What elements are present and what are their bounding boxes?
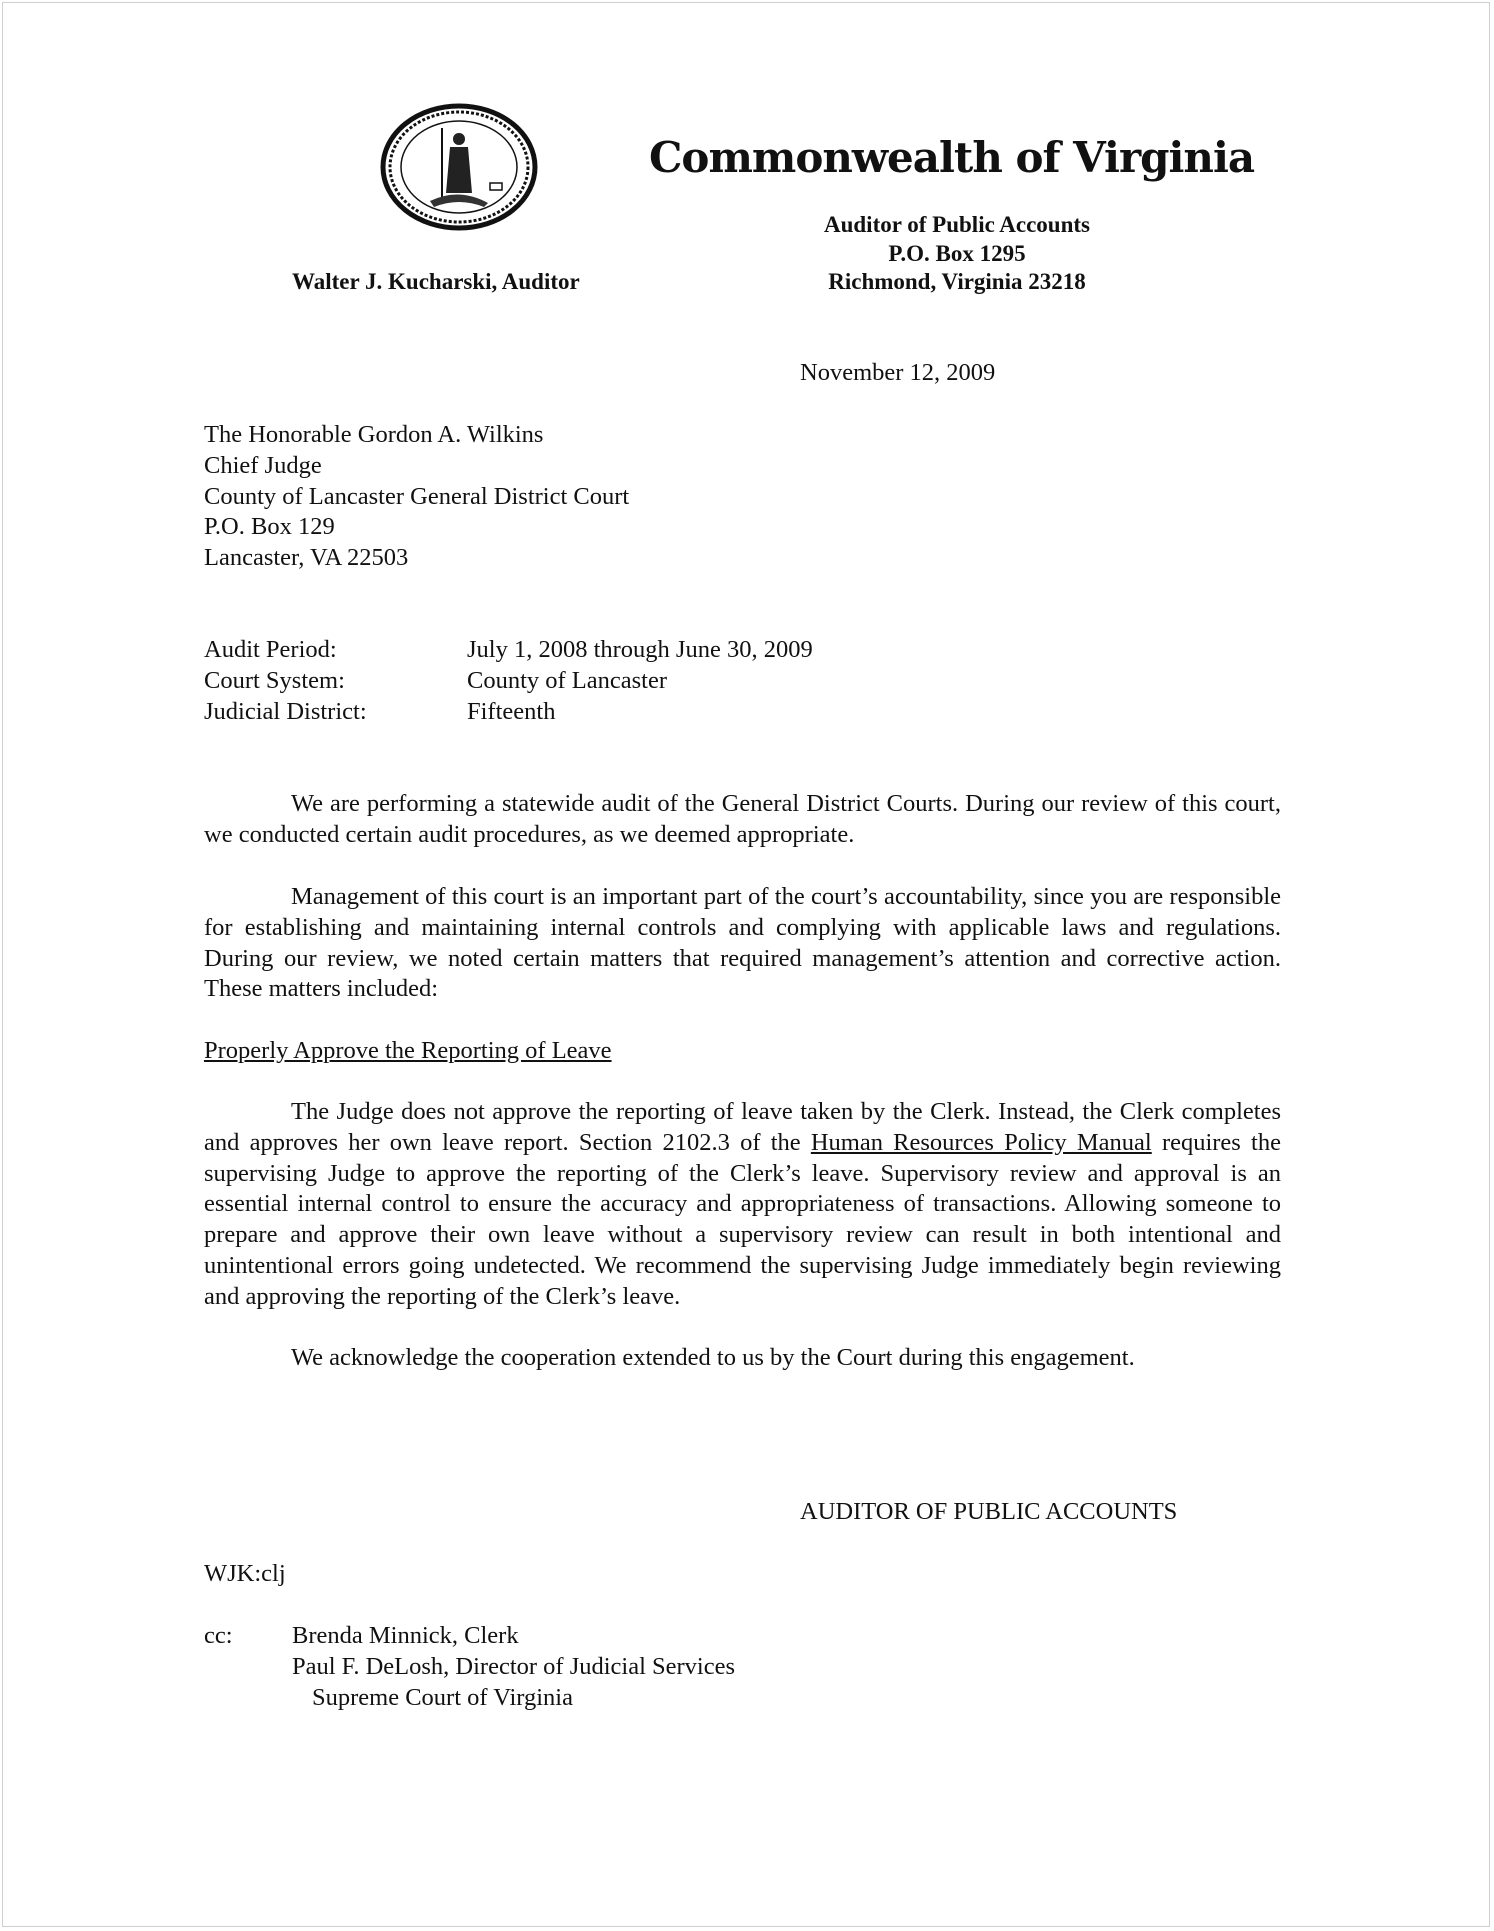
section-heading-text: Properly Approve the Reporting of Leave (204, 1037, 612, 1064)
audit-info-label: Court System: (204, 666, 345, 694)
cc-recipient: Supreme Court of Virginia (312, 1683, 573, 1711)
office-name: Auditor of Public Accounts (823, 212, 1091, 237)
letter-date: November 12, 2009 (800, 359, 996, 386)
paragraph-finding (204, 1097, 1281, 1313)
signature-block: AUDITOR OF PUBLIC ACCOUNTS (800, 1498, 1178, 1525)
initials: WJK:clj (204, 1560, 286, 1587)
cc-list (292, 1621, 735, 1713)
office-po-box: P.O. Box 1295 (888, 240, 1026, 266)
recipient-line: Lancaster, VA 22503 (204, 544, 409, 572)
audit-info-label: Judicial District: (204, 697, 367, 725)
auditor-name: Walter J. Kucharski, Auditor (292, 269, 580, 294)
recipient-line: Chief Judge (204, 451, 322, 479)
cc-recipient: Brenda Minnick, Clerk (292, 1622, 519, 1649)
audit-info-value: Fifteenth (467, 697, 556, 725)
recipient-line: County of Lancaster General District Court (204, 482, 630, 510)
paragraph-acknowledgement: We acknowledge the cooperation extended to us by the Court during this engagement. (291, 1344, 1135, 1371)
audit-info (204, 635, 813, 727)
recipient-line: The Honorable Gordon A. Wilkins (204, 421, 544, 448)
audit-info-value: County of Lancaster (467, 666, 668, 694)
recipient-line: P.O. Box 129 (204, 513, 335, 541)
paragraph-intro: We are performing a statewide audit of the General District Courts. During our review of this court, we conducted certain audit procedures, as we deemed appropriate. (204, 790, 1281, 848)
cc-label: cc: (204, 1622, 233, 1649)
finding-text-a: The Judge does not approve the reporting of leave taken by the Clerk. Instead, the Clerk completes and approves her own leave report. Section 2102.3 of the (204, 1098, 1281, 1156)
office-block (797, 211, 1117, 297)
letterhead-title: Commonwealth of Virginia (649, 133, 1255, 182)
cc-recipient: Paul F. DeLosh, Director of Judicial Services (292, 1652, 736, 1680)
recipient-address (204, 420, 629, 574)
finding-text-b: requires the supervising Judge to approve the reporting of the Clerk’s leave. Supervisory review and approval is an essential internal control to ensure the accuracy and appropriateness of transactions. Allowing someone to prepare and approve their own leave without a supervisory review can result in both intentional and unintentional errors going undetected. We recommend the supervising Judge immediately begin reviewing and approving the reporting of the Clerk’s leave. (204, 1128, 1281, 1310)
section-heading (204, 1036, 612, 1067)
audit-info-label: Audit Period: (204, 636, 337, 663)
virginia-seal-logo (380, 103, 538, 231)
paragraph-management: Management of this court is an important part of the court’s accountability, since you are responsible for establishing and maintaining internal controls and complying with applicable laws and regulations. During our review, we noted certain matters that required management’s attention and corrective action. These matters included: (204, 883, 1281, 1003)
audit-info-value: July 1, 2008 through June 30, 2009 (467, 636, 813, 663)
office-city: Richmond, Virginia 23218 (828, 269, 1086, 294)
policy-manual-reference: Human Resources Policy Manual (810, 1128, 1152, 1156)
